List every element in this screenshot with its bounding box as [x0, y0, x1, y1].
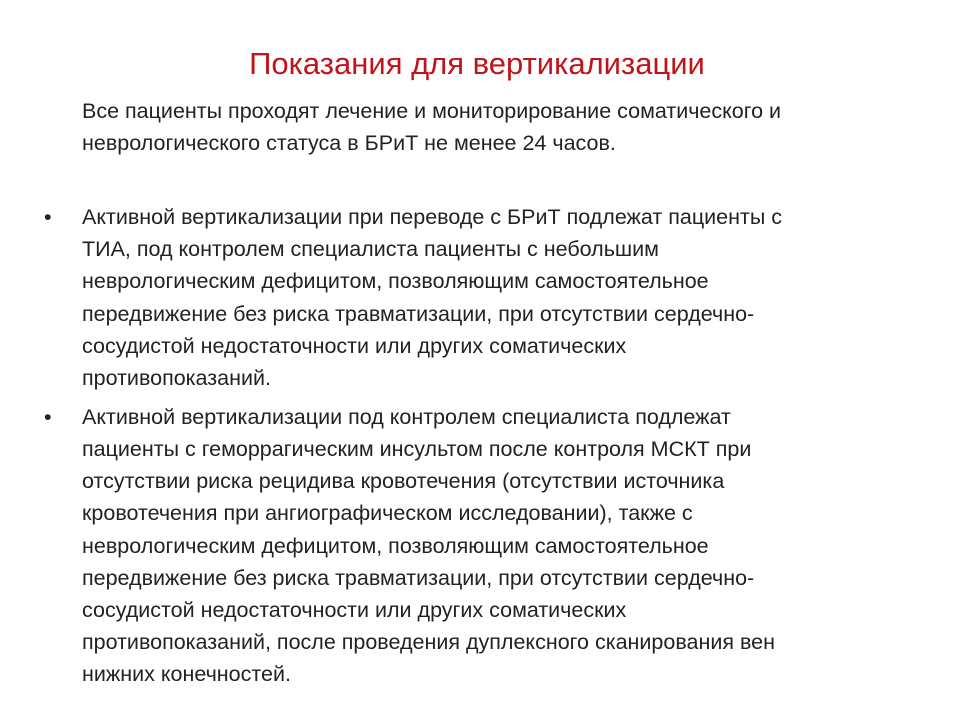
bullet-2-line: сосудистой недостаточности или других соматических — [82, 598, 627, 622]
slide-title: Показания для вертикализации — [249, 46, 705, 81]
bullet-2-line: кровотечения при ангиографическом исследовании), также с — [82, 501, 693, 525]
bullet-1-line: ТИА, под контролем специалиста пациенты с небольшим — [82, 237, 659, 261]
bullet-marker: • — [44, 205, 52, 229]
bullet-2-line: отсутствии риска рецидива кровотечения (отсутствии источника — [82, 469, 725, 493]
bullet-2-line: пациенты с геморрагическим инсультом после контроля МСКТ при — [82, 437, 752, 461]
bullet-2-line: нижних конечностей. — [82, 662, 291, 686]
bullet-1-line: Активной вертикализации при переводе с БРиТ подлежат пациенты с — [82, 205, 782, 229]
bullet-marker: • — [44, 405, 52, 429]
bullet-2-line: неврологическим дефицитом, позволяющим самостоятельное — [82, 534, 709, 558]
bullet-1-line: противопоказаний. — [82, 366, 271, 390]
intro-line: Все пациенты проходят лечение и мониторирование соматического и — [82, 99, 782, 123]
bullet-1-line: сосудистой недостаточности или других соматических — [82, 334, 627, 358]
bullet-2-line: противопоказаний, после проведения дуплексного сканирования вен — [82, 630, 775, 654]
intro-line: неврологического статуса в БРиТ не менее 24 часов. — [82, 131, 616, 155]
bullet-2-line: передвижение без риска травматизации, при отсутствии сердечно- — [82, 566, 755, 590]
bullet-1-line: неврологическим дефицитом, позволяющим самостоятельное — [82, 269, 709, 293]
bullet-2-line: Активной вертикализации под контролем специалиста подлежат — [82, 405, 731, 429]
bullet-1-line: передвижение без риска травматизации, при отсутствии сердечно- — [82, 302, 755, 326]
